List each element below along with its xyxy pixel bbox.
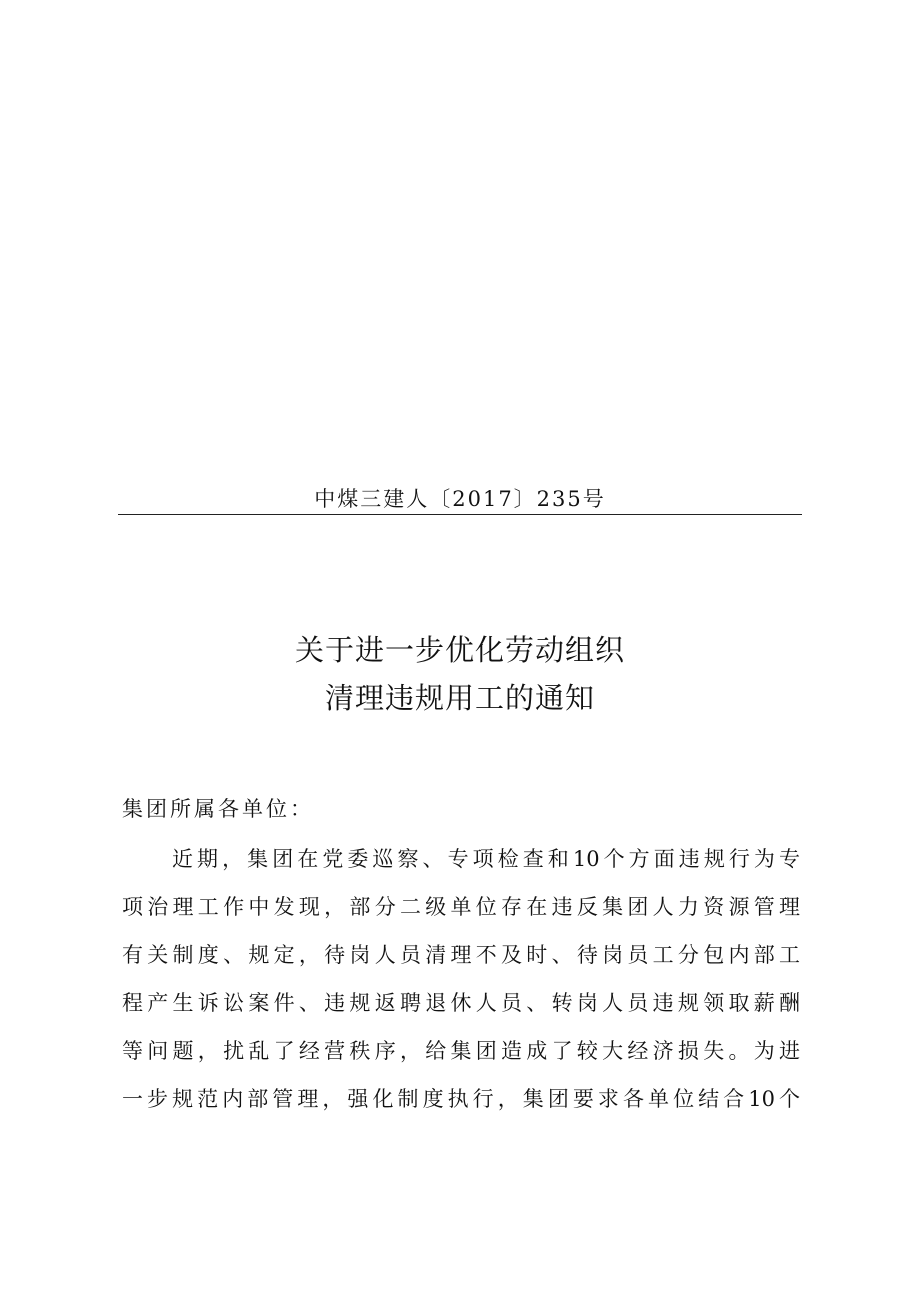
body-line-3: 有关制度、规定，待岗人员清理不及时、待岗员工分包内部工 [122,943,800,967]
header-divider [118,514,802,515]
salutation: 集团所属各单位： [122,797,314,821]
body-line-1: 近期，集团在党委巡察、专项检查和10个方面违规行为专 [172,847,800,871]
document-title-line-1: 关于进一步优化劳动组织 [294,633,625,667]
body-line-5: 等问题，扰乱了经营秩序，给集团造成了较大经济损失。为进 [122,1039,800,1063]
body-line-6: 一步规范内部管理，强化制度执行，集团要求各单位结合10个 [122,1087,800,1111]
document-number: 中煤三建人〔2017〕235号 [314,487,606,511]
body-line-2: 项治理工作中发现，部分二级单位存在违反集团人力资源管理 [122,895,800,919]
body-line-4: 程产生诉讼案件、违规返聘退休人员、转岗人员违规领取薪酬 [122,991,800,1015]
document-title-line-2: 清理违规用工的通知 [324,681,595,715]
